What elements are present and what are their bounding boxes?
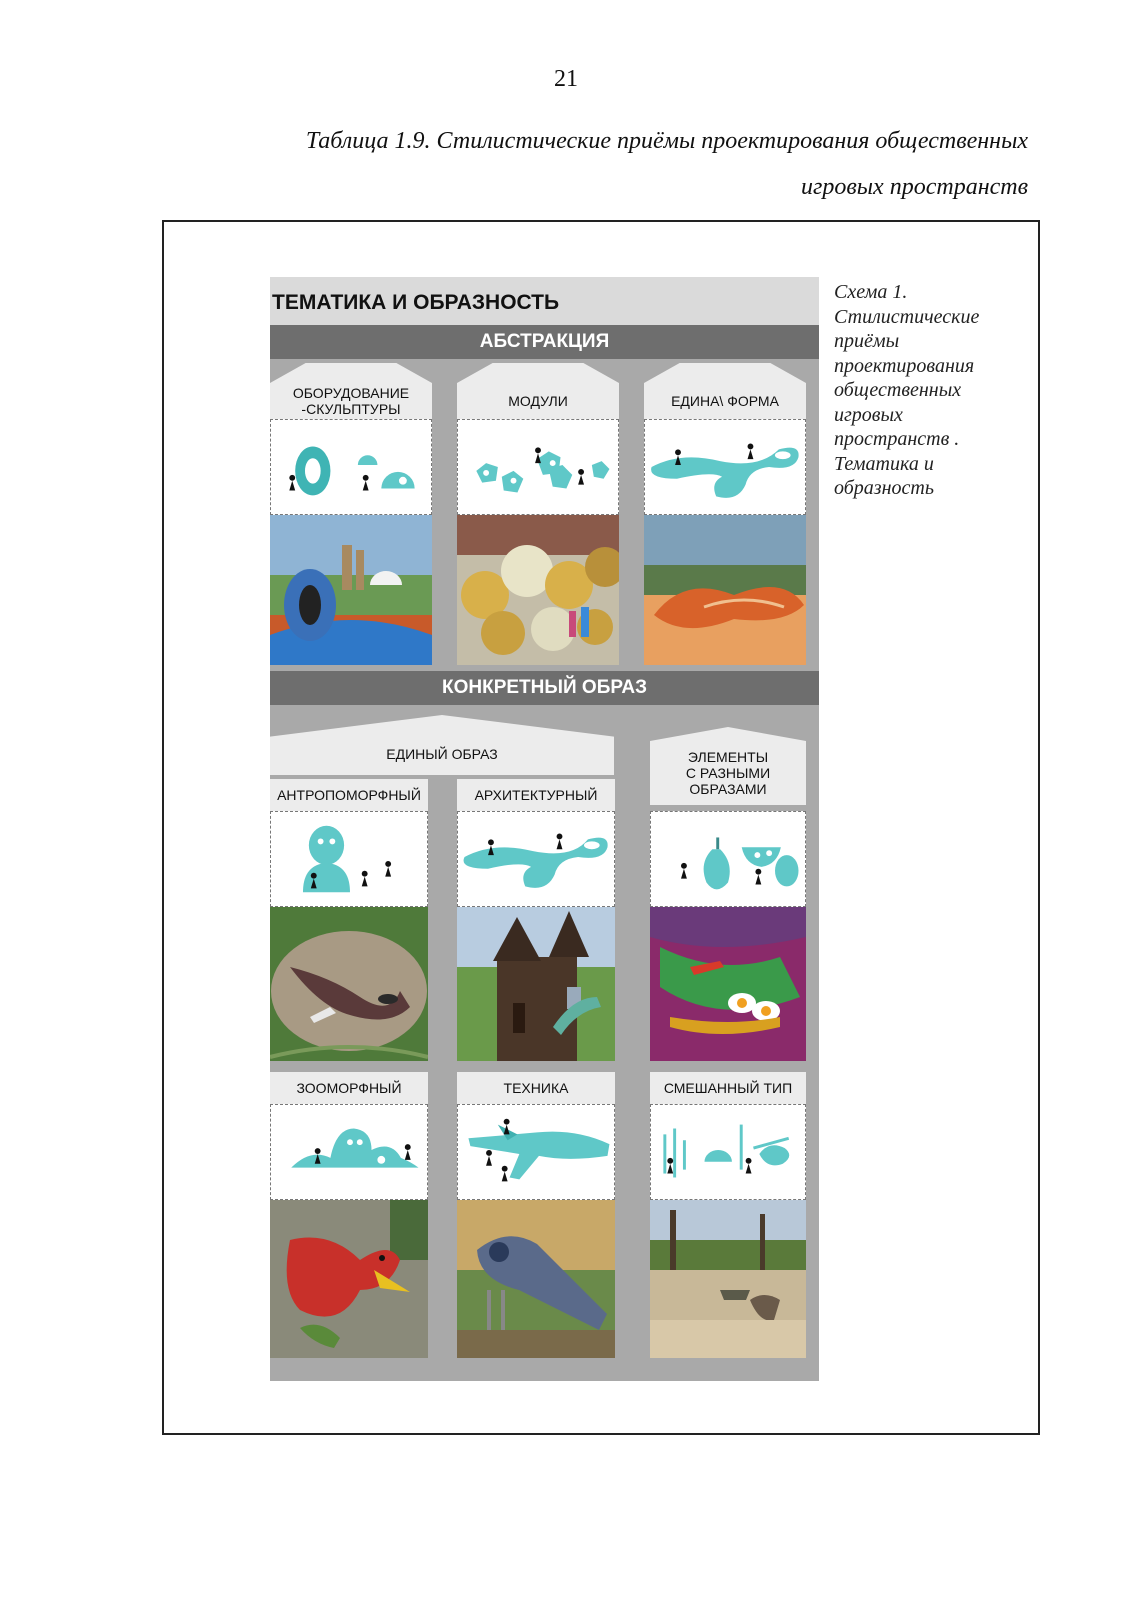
side-caption-line: Схема 1.	[834, 281, 908, 303]
photo-zoomorphic-playground	[270, 1200, 428, 1358]
category-technics: ТЕХНИКА	[457, 1072, 615, 1104]
category-modules: МОДУЛИ	[457, 383, 619, 419]
roof-shape	[457, 363, 619, 383]
diagram-modules	[457, 419, 619, 515]
side-caption-line: Тематика и	[834, 452, 934, 475]
side-caption-line: приёмы	[834, 330, 900, 352]
photo-sculpture-playground	[270, 515, 432, 665]
category-label-line: ОБРАЗАМИ	[689, 781, 767, 797]
category-label-line: ОБОРУДОВАНИЕ	[292, 385, 410, 401]
schema-title: ТЕМАТИКА И ОБРАЗНОСТЬ	[270, 277, 819, 325]
diagram-zoomorphic	[270, 1104, 428, 1200]
diagram-single-form	[644, 419, 806, 515]
page-number: 21	[554, 66, 578, 92]
side-caption-line: игровых	[834, 403, 903, 426]
diagram-technics	[457, 1104, 615, 1200]
photo-mixed-type-playground	[650, 1200, 806, 1358]
side-caption-line: образность	[834, 477, 934, 499]
diagram-mixed-type	[650, 1104, 806, 1200]
category-anthropomorphic: АНТРОПОМОРФНЫЙ	[270, 779, 428, 811]
category-architectural: АРХИТЕКТУРНЫЙ	[457, 779, 615, 811]
unified-image-label: ЕДИНЫЙ ОБРАЗ	[386, 746, 498, 762]
diagram-mixed-elements	[650, 811, 806, 907]
photo-technics-playground	[457, 1200, 615, 1358]
category-label-line: -СКУЛЬПТУРЫ	[301, 401, 401, 417]
category-equipment-sculptures	[270, 383, 432, 419]
side-caption	[834, 280, 979, 501]
side-caption-line: общественных	[834, 379, 962, 401]
side-caption-line: пространств .	[834, 428, 960, 450]
category-label-line: ЭЛЕМЕНТЫ	[687, 749, 769, 765]
mixed-elements-label	[650, 743, 806, 803]
side-caption-line: проектирования	[834, 354, 975, 377]
photo-mixed-elements-playground	[650, 907, 806, 1061]
roof-shape	[644, 363, 806, 383]
category-mixed-type: СМЕШАННЫЙ ТИП	[650, 1072, 806, 1104]
schema-panel	[270, 277, 819, 1381]
photo-modules-playground	[457, 515, 619, 665]
photo-anthropomorphic-playground	[270, 907, 428, 1061]
roof-shape	[270, 363, 432, 383]
diagram-anthropomorphic	[270, 811, 428, 907]
category-single-form: ЕДИНА\ ФОРМА	[644, 383, 806, 419]
band-abstraction: АБСТРАКЦИЯ	[270, 325, 819, 359]
photo-architectural-playground	[457, 907, 615, 1061]
category-label-line: С РАЗНЫМИ	[685, 765, 771, 781]
category-zoomorphic: ЗООМОРФНЫЙ	[270, 1072, 428, 1104]
diagram-sculptures	[270, 419, 432, 515]
diagram-architectural	[457, 811, 615, 907]
table-caption-line2: игровых пространств	[801, 174, 1028, 200]
side-caption-line: Стилистические	[834, 305, 980, 328]
band-concrete: КОНКРЕТНЫЙ ОБРАЗ	[270, 671, 819, 705]
photo-single-form-playground	[644, 515, 806, 665]
table-caption-line1: Таблица 1.9. Стилистические приёмы проектирования общественных	[305, 128, 1028, 154]
